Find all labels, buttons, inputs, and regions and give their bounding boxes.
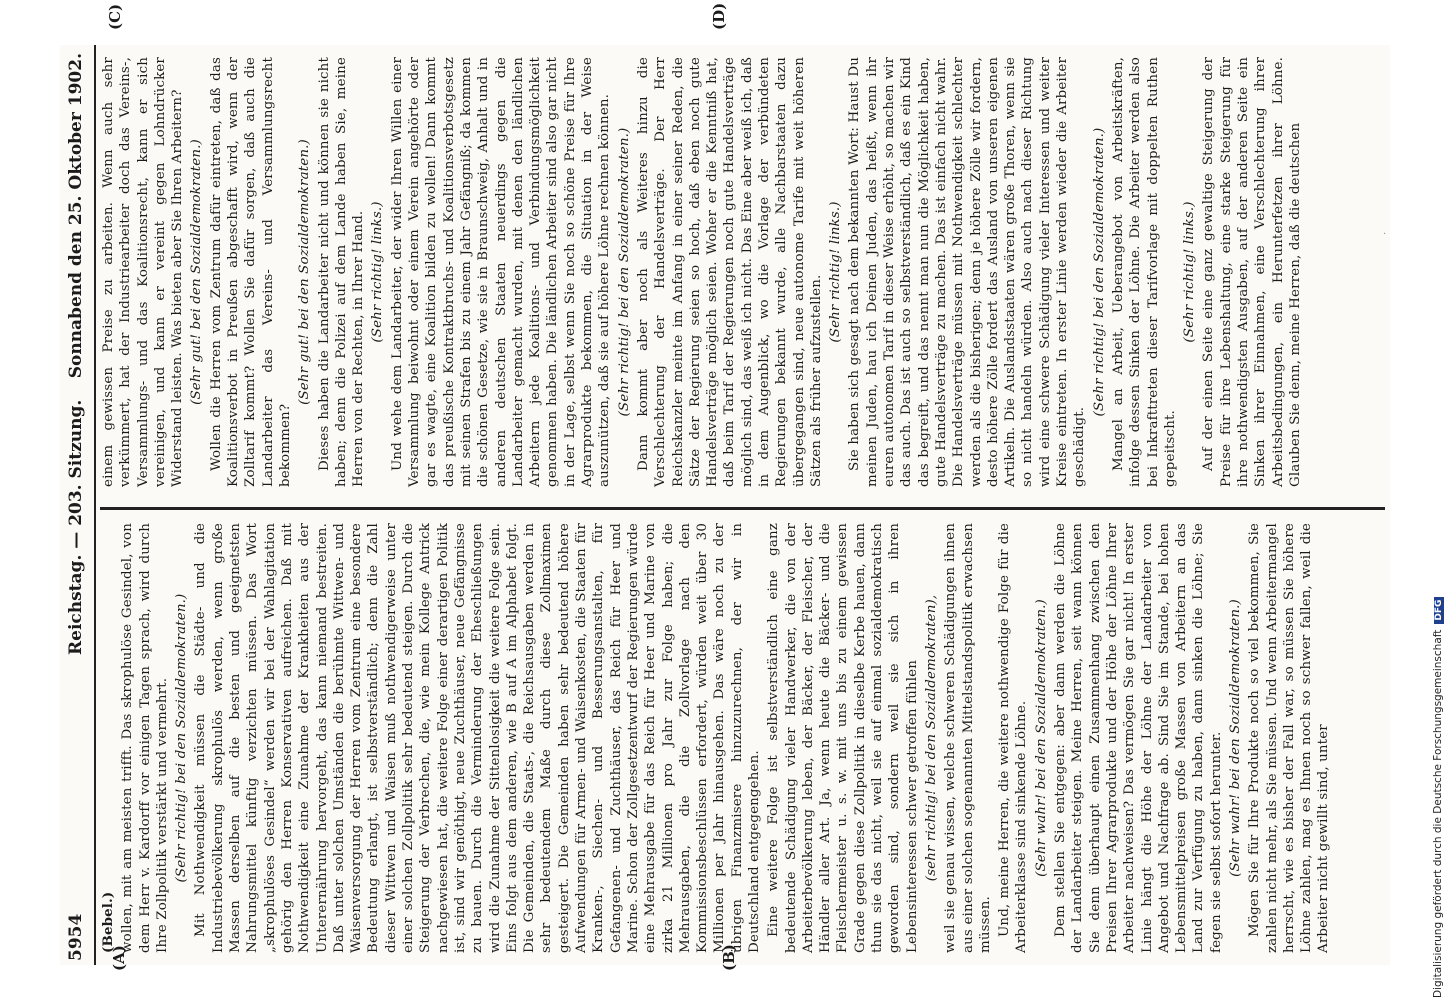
margin-marker-c: (C) [106, 3, 124, 30]
margin-marker-a: (A) [110, 945, 128, 971]
credit-text: Digitalisierung gefördert durch die Deutsche Forschungsgemeinschaft [1432, 629, 1444, 998]
scan-mark: · [1383, 229, 1387, 240]
dfg-logo-icon: DFG [1434, 597, 1444, 624]
interjection: (Sehr gut! bei den Sozialdemokraten.) [189, 139, 205, 405]
newspaper-page [60, 2, 1390, 971]
interjection: (Sehr gut! bei den Sozialdemokraten.) [297, 139, 313, 405]
interjection: (Sehr wahr! bei den Sozialdemokraten.) [1033, 599, 1049, 877]
margin-marker-b: (B) [720, 944, 738, 971]
paragraph: Mögen Sie für Ihre Produkte noch so viel bekommen, Sie zahlen nicht mehr, als Sie müssen. Und wenn Arbeitermangel herrscht, wie es bisher der Fall war, so müssen Sie höhere Löhne zahlen, mag es Ihnen noch so schwer fallen, weil die Arbeiter nicht gewillt sind, unter [1247, 523, 1332, 953]
interjection: (Sehr richtig! links.) [1182, 201, 1198, 343]
interjection: (Sehr richtig! links.) [828, 201, 844, 343]
interjection: (sehr richtig! bei den Sozialdemokraten), [923, 594, 939, 882]
paragraph: Dann kommt aber noch als Weiteres hinzu die Verschlechterung der Handelsverträge. Der Herr Reichskanzler meinte im Anfang in einer seiner Reden, die Sätze der Regierung seien so hoch, daß eben noch gute Handelsverträge möglich seien. Woher er die Kenntniß hat, daß beim Tarif der Regierungen noch gute Handelsverträge möglich sind, das weiß ich nicht. Das Eine aber weiß ich, daß in dem Augenblick, wo die Vorlage der verbündeten Regierungen bekannt wurde, alle Nachbarstaaten dazu übergegangen sind, neue autonome Tarife mit weit höheren Sätzen als früher aufzustellen. [635, 57, 824, 487]
paragraph: Und wehe dem Landarbeiter, der wider Ihren Willen einer Versammlung beiwohnt oder einem Verein angehörte oder gar es wagte, eine Koalition bilden zu wollen! Dann kommt das preußische Kontraktbruchs- und Koalitionsverbotsgesetz mit seinen Strafen bis zu einem Jahr Gefängniß; da kommen die schönen Gesetze, wie sie in Braunschweig, Anhalt und in anderen deutschen Staaten neuerdings gegen die Landarbeiter gemacht wurden, mit denen den ländlichen Arbeitern jede Koalitions- und Verbindungsmöglichkeit genommen haben. Die ländlichen Arbeiter sind also gar nicht in der Lage, selbst wenn Sie noch so schöne Preise für Ihre Agrarprodukte bekommen, die Situation in der Weise auszunützen, daß sie auf höhere Löhne rechnen können. [389, 57, 613, 487]
digitization-credit [1418, 8, 1444, 998]
page-number: 5954 [66, 913, 86, 961]
paragraph: Mit Nothwendigkeit müssen die Städte- und die Industriebevölkerung skrophulös werden, wenn große Massen derselben auf die besten und geeignetsten Nahrungsmittel künftig verzichten müssen. Das Wort „skrophulöses Gesindel“ werden wir bei der Wahlagitation gehörig den Herren Konservativen aufreichen. Daß mit Nothwendigkeit eine Zunahme der Krankheiten aus der Unterernährung hervorgeht, das kann niemand bestreiten. Daß unter solchen Umständen die berühmte Wittwen- und Waisenversorgung der Herren vom Zentrum eine besondere Bedeutung erlangt, ist selbstverständlich; denn die Zahl dieser Wittwen und Waisen muß nothwendigerweise unter einer solchen Zollpolitik sehr bedeutend steigen. Durch die Steigerung der Verbrechen, die, wie mein Kollege Antrick nachgewiesen hat, die weitere Folge einer derartigen Politik ist, sind wir genöthigt, neue Zuchthäuser, neue Gefängnisse zu bauen. Durch die Verminderung der Eheschließungen wird die Zunahme der Sittenlosigkeit die weitere Folge sein. Eins folgt aus dem anderen, wie B auf A im Alphabet folgt. Die Gemeinden, die Staats-, die Reichsausgaben werden in sehr bedeutendem Maße durch diese Zollmaximen gesteigert. Die Gemeinden haben sehr bedeutend höhere Aufwendungen für Armen- und Waisenkosten, die Staaten für Kranken-, Siechen- und Besserungsanstalten, für Gefangenen- und Zuchthäuser, das Reich für Heer und Marine. Schon der Zollgesetzentwurf der Regierungen würde eine Mehrausgabe für das Reich für Heer und Marine von zirka 21 Millionen pro Jahr zur Folge haben; die Mehrausgaben, die die Zollvorlage nach den Kommissionsbeschlüssen erfordert, würden weit über 30 Millionen per Jahr hinausgehen. Das wäre noch zu der übrigen Finanzmisere hinzuzurechnen, der wir in Deutschland entgegengehen. [193, 523, 762, 953]
interjection: (Sehr wahr! bei den Sozialdemokraten.) [1228, 599, 1243, 877]
speaker-name: (Bebel.) [100, 891, 116, 953]
page-header [60, 45, 96, 965]
margin-marker-d: (D) [710, 2, 728, 30]
paragraph: Sie haben sich gesagt nach dem bekannten Wort: Haust Du meinen Juden, hau ich Deinen Juden, das heißt, wenn ihr euren autonomen Tarif in dieser Weise erhöht, so machen wir das auch. Das ist auch so selbstverständlich, daß es ein Kind das begreift, und das nennt man nun die Möglichkeit haben, gute Handelsverträge zu machen. Das ist einfach nicht wahr. Die Handelsverträge müssen mit Nothwendigkeit schlechter werden als die bisherigen; denn je höhere Zölle wir fordern, desto höhere Zölle fordert das Ausland von unseren eigenen Artikeln. Die Auslandsstaaten wären große Thoren, wenn sie so nicht handeln würden. Also auch nach dieser Richtung wird eine schwere Schädigung vieler Interessen und weiter Kreise eintreten. In erster Linie werden wieder die Arbeiter geschädigt. [847, 57, 1088, 487]
right-column [100, 57, 1380, 487]
paragraph: Wollen die Herren vom Zentrum dafür eintreten, daß das Koalitionsverbot in Preußen abgeschafft wird, wenn der Zolltarif kommt? Wollen Sie dafür sorgen, daß auch die Landarbeiter das Vereins- und Versammlungsrecht bekommen? [208, 57, 293, 487]
interjection: (Sehr richtig! bei den Sozialdemokraten.) [616, 127, 632, 417]
paragraph: einem gewissen Preise zu arbeiten. Wenn auch sehr verkümmert, hat der Industriearbeiter doch das Vereins-, Versammlungs- und das Koalitionsrecht, kann er sich vereinigen, und kann er vereint gegen Lohndrücker Widerstand leisten. Was bieten aber Sie Ihren Arbeitern? [101, 57, 186, 487]
interjection: (Sehr richtig! bei den Sozialdemokraten.) [174, 593, 190, 883]
paragraph: wollen, mit am meisten trifft. Das skrophulöse Gesindel, von dem Herr v. Kardorff vor einigen Tagen sprach, wird durch Ihre Zollpolitik verstärkt und vermehrt. [120, 523, 170, 953]
interjection: (Sehr richtig! links.) [370, 201, 386, 343]
left-column [100, 523, 1380, 953]
paragraph: Dieses haben die Landarbeiter nicht und können sie nicht haben; denn die Polizei auf dem Lande haben Sie, meine Herren von der Rechten, in Ihrer Hand. [316, 57, 367, 487]
paragraph: Dem stellen Sie entgegen: aber dann werden die Löhne der Landarbeiter steigen. Meine Herren, seit wann können Sie denn überhaupt einen Zusammenhang zwischen den Preisen Ihrer Agrarprodukte und der Höhe der Löhne Ihrer Arbeiter nachweisen? Das vermögen Sie gar nicht! In erster Linie hängt die Höhe der Löhne der Landarbeiter von Angebot und Nachfrage ab. Sind Sie im Stande, bei hohen Lebensmittelpreisen große Massen von Arbeitern an das Land zur Verfügung zu haben, dann sinken die Löhne; Sie fegen sie selbst sofort herunter. [1053, 523, 1224, 953]
interjection: (Sehr richtig! bei den Sozialdemokraten.) [1091, 127, 1107, 417]
running-title: Reichstag. — 203. Sitzung. [66, 399, 86, 655]
issue-date: Sonnabend den 25. Oktober 1902. [66, 53, 86, 379]
paragraph: Mangel an Arbeit, Ueberangebot von Arbeitskräften, infolge dessen Sinken der Löhne. Die Arbeiter werden also bei Inkrafttreten dieser Tarifvorlage mit doppelten Ruthen gepeitscht. [1110, 57, 1178, 487]
paragraph: Und, meine Herren, die weitere nothwendige Folge für die Arbeiterklasse sind sinkende Löhne. [997, 523, 1030, 953]
paragraph: Auf der einen Seite eine ganz gewaltige Steigerung der Preise für ihre Lebenshaltung, eine starke Steigerung für ihre nothwendigsten Ausgaben, auf der anderen Seite ein Sinken ihrer Einnahmen, eine Verschlechterung ihrer Arbeitsbedingungen, ein Herunterfetzen ihrer Löhne. Glauben Sie denn, meine Herren, daß die deutschen [1201, 57, 1303, 487]
column-divider [100, 507, 1385, 510]
paragraph: Eine weitere Folge ist selbstverständlich eine ganz bedeutende Schädigung vieler Handwerker, die von der Arbeiterbevölkerung leben, der Bäcker, der Fleischer, der Händler aller Art. Ja, wenn heute die Bäcker- und die Fleischermeister u. s. w. mit uns bis zu einem gewissen Grade gegen diese Zollpolitik in dieselbe Kerbe hauen, dann thun sie das nicht, weil sie auf einmal sozialdemokratisch geworden sind, sondern weil sie sich in ihren Lebensinteressen schwer getroffen fühlen [766, 523, 920, 953]
paragraph: weil sie genau wissen, welche schweren Schädigungen ihnen aus einer solchen sogenannten Mittelstandspolitik erwachsen müssen. [943, 523, 993, 953]
credit-text-line [1432, 8, 1444, 998]
